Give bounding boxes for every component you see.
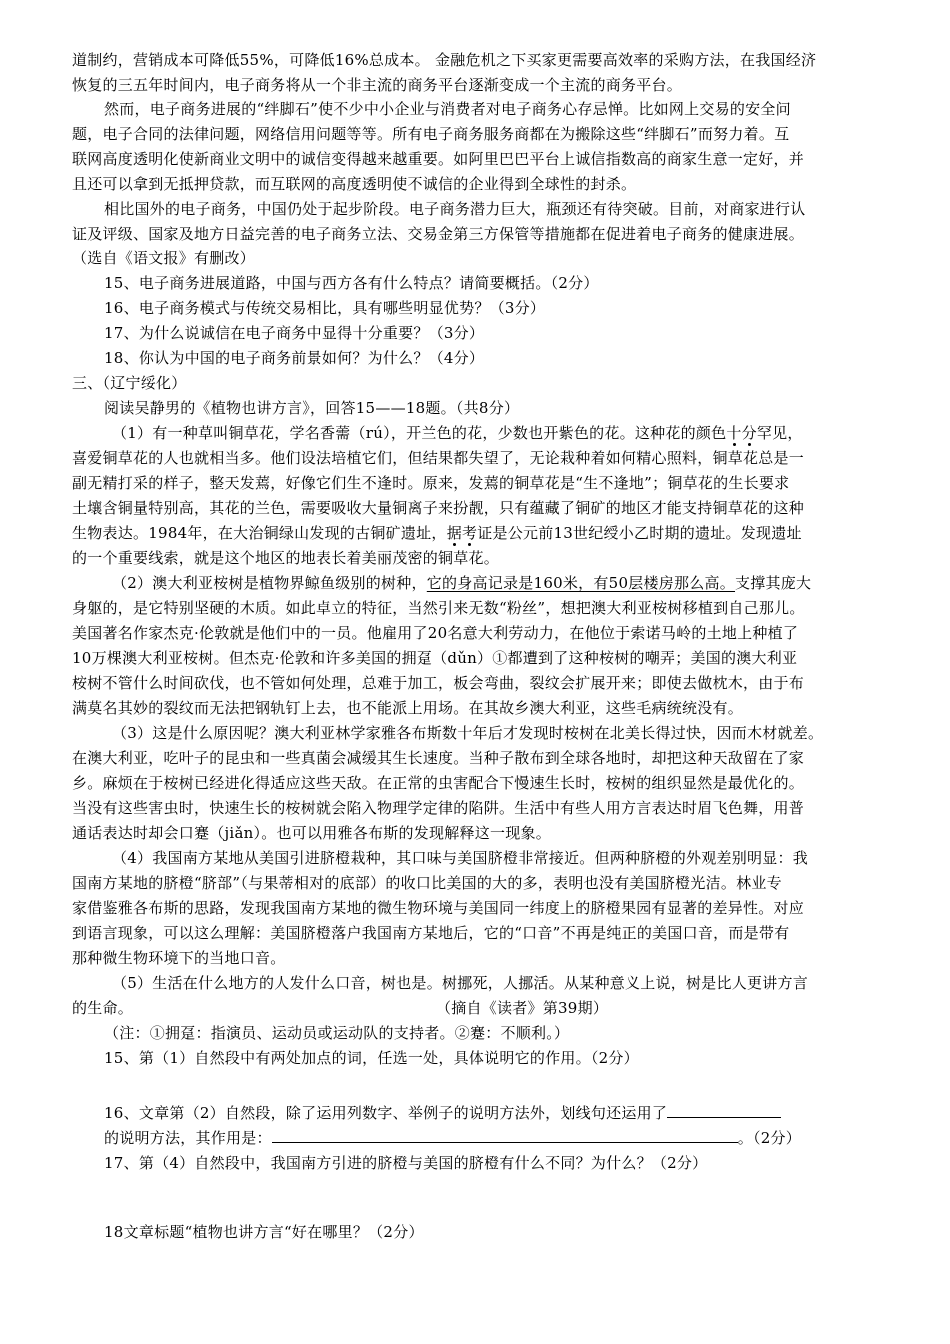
paragraph-line: 道制约，营销成本可降低55%，可降低16%总成本。 金融危机之下买家更需要高效率的采购方法，在我国经济	[72, 51, 817, 69]
paragraph-line: 土壤含铜量特别高，其花的兰色，需要吸收大量铜离子来扮靓，只有蕴藏了铜矿的地区才能支持铜草花的这种	[72, 499, 805, 517]
paragraph-line: 国南方某地的脐橙“脐部”（与果蒂相对的底部）的收口比美国的大的多，表明也没有美国脐橙光洁。林业专	[72, 874, 782, 892]
footnote: （注：①拥趸：指演员、运动员或运动队的支持者。②蹇：不顺利。）	[104, 1024, 570, 1042]
dotted-word: 十	[726, 424, 742, 442]
paragraph-line: 那种微生物环境下的当地口音。	[72, 949, 286, 967]
paragraph-line: 到语言现象，可以这么理解：美国脐橙落户我国南方某地后，它的“口音”不再是纯正的美国口音，而是带有	[72, 924, 790, 942]
answer-blank[interactable]	[667, 1101, 781, 1118]
paragraph-line: 联网高度透明化使新商业文明中的诚信变得越来越重要。如阿里巴巴平台上诚信指数高的商家生意一定好，并	[72, 150, 805, 168]
paragraph-line: 的一个重要线索，就是这个地区的地表长着美丽茂密的铜草花。	[72, 549, 500, 567]
paragraph-line	[72, 521, 892, 545]
question-text: 。（2分）	[737, 1129, 802, 1147]
question-text: 16、文章第（2）自然段，除了运用列数字、举例子的说明方法外，划线句还运用了	[104, 1104, 668, 1122]
underlined-sentence: 它的身高记录是160米，有50层楼房那么高。	[426, 574, 736, 592]
paragraph-line: 然而，电子商务进展的“绊脚石”使不少中小企业与消费者对电子商务心存忌惮。比如网上交易的安全问	[104, 100, 791, 118]
paragraph-line	[112, 421, 932, 445]
dotted-word: 据	[446, 524, 462, 542]
question-15: 15、第（1）自然段中有两处加点的词，任选一处，具体说明它的作用。（2分）	[104, 1049, 639, 1067]
paragraph-line: 通话表达时却会口蹇（jiǎn）。也可以用雅各布斯的发现解释这一现象。	[72, 824, 552, 842]
paragraph-line: 满莫名其妙的裂纹而无法把钢轨钉上去，也不能派上用场。在其故乡澳大利亚，这些毛病统统没有。	[72, 699, 744, 717]
question-16: 16、电子商务模式与传统交易相比，具有哪些明显优势？（3分）	[104, 299, 546, 317]
question-text: 的说明方法，其作用是：	[104, 1129, 272, 1147]
paragraph-line: 10万棵澳大利亚桉树。但杰克·伦敦和许多美国的拥趸（dǔn）①都遭到了这种桉树的嘲弄；美国的澳大利亚	[72, 649, 798, 667]
answer-blank[interactable]	[272, 1126, 738, 1143]
question-18: 18文章标题“植物也讲方言“好在哪里？（2分）	[104, 1223, 424, 1241]
question-16-continued	[104, 1126, 924, 1150]
paragraph-line: 在澳大利亚，吃叶子的昆虫和一些真菌会减缓其生长速度。当种子散布到全球各地时，却把这种天敌留在了家	[72, 749, 805, 767]
paragraph-line: 乡。麻烦在于桉树已经进化得适应这些天敌。在正常的虫害配合下慢速生长时，桉树的组织显然是最优化的。	[72, 774, 805, 792]
paragraph-line: 美国著名作家杰克·伦敦就是他们中的一员。他雇用了20名意大利劳动力，在他位于索诺马岭的土地上种植了	[72, 624, 799, 642]
paragraph-line: 恢复的三五年时间内，电子商务将从一个非主流的商务平台逐渐变成一个主流的商务平台。	[72, 76, 683, 94]
paragraph-line: 副无精打采的样子，整天发蔫，好像它们生不逢时。原来，发蔫的铜草花是“生不逢地”；铜草花的生长要求	[72, 474, 790, 492]
paragraph-line: 证及评级、国家及地方日益完善的电子商务立法、交易金第三方保管等措施都在促进着电子商务的健康进展。	[72, 225, 805, 243]
paragraph-line: 相比国外的电子商务，中国仍处于起步阶段。电子商务潜力巨大，瓶颈还有待突破。目前，对商家进行认	[104, 200, 806, 218]
dotted-word: 考	[461, 524, 478, 542]
paragraph-line: 身躯的，是它特别坚硬的木质。如此卓立的特征，当然引来无数“粉丝”，想把澳大利亚桉树移植到自己那儿。	[72, 599, 805, 617]
paragraph-line	[112, 571, 932, 595]
paragraph-line: 且还可以拿到无抵押贷款，而互联网的高度透明使不诚信的企业得到全球性的封杀。	[72, 175, 637, 193]
paragraph-line: 喜爱铜草花的人也就相当多。他们设法培植它们，但结果都失望了，无论栽种着如何精心照料，铜草花总是一	[72, 449, 805, 467]
section-heading: 三、（辽宁绥化）	[72, 374, 187, 392]
text-run: 罕见，	[756, 424, 803, 442]
paragraph-line: 当没有这些害虫时，快速生长的桉树就会陷入物理学定律的陷阱。生活中有些人用方言表达时眉飞色舞，用普	[72, 799, 805, 817]
section-intro: 阅读吴静男的《植物也讲方言》，回答15——18题。（共8分）	[104, 399, 520, 417]
paragraph-line: （5）生活在什么地方的人发什么口音，树也是。树挪死，人挪活。从某种意义上说，树是比人更讲方言	[112, 974, 809, 992]
text-run: （1）有一种草叫铜草花，学名香薷（rú），开兰色的花，少数也开紫色的花。这种花的颜色	[112, 424, 727, 442]
text-run: 证是公元前13世纪绶小乙时期的遗址。发现遗址	[477, 524, 802, 542]
paragraph-line: 家借鉴雅各布斯的思路，发现我国南方某地的微生物环境与美国同一纬度上的脐橙果园有显著的差异性。对应	[72, 899, 805, 917]
question-16	[104, 1101, 924, 1125]
paragraph-line: （4）我国南方某地从美国引进脐橙栽种，其口味与美国脐橙非常接近。但两种脐橙的外观差别明显：我	[112, 849, 809, 867]
paragraph-line	[72, 996, 892, 1020]
question-15: 15、电子商务进展道路，中国与西方各有什么特点？请简要概括。（2分）	[104, 274, 599, 292]
text-run: 支撑其庞大	[735, 574, 812, 592]
paragraph-line: 题，电子合同的法律问题，网络信用问题等等。所有电子商务服务商都在为搬除这些“绊脚石”而努力着。互	[72, 125, 790, 143]
question-18: 18、你认为中国的电子商务前景如何？为什么？（4分）	[104, 349, 485, 367]
dotted-word: 分	[741, 424, 757, 442]
source-note: （选自《语文报》有删改）	[72, 249, 256, 267]
paragraph-line: （3）这是什么原因呢？澳大利亚林学家雅各布斯数十年后才发现时桉树在北美长得过快，因而木材就差。	[112, 724, 824, 742]
question-17: 17、第（4）自然段中，我国南方引进的脐橙与美国的脐橙有什么不同？为什么？（2分）	[104, 1154, 708, 1172]
paragraph-line: 桉树不管什么时间砍伐，也不管如何处理，总难于加工，板会弯曲，裂纹会扩展开来；即使去做枕木，由于布	[72, 674, 805, 692]
question-17: 17、为什么说诚信在电子商务中显得十分重要？（3分）	[104, 324, 485, 342]
text-run: 的生命。	[72, 999, 134, 1017]
text-run: （2）澳大利亚桉树是植物界鲸鱼级别的树种，	[112, 574, 427, 592]
source-note: （摘自《读者》第39期）	[436, 999, 609, 1017]
text-run: 生物表达。1984年，在大治铜绿山发现的古铜矿遗址，	[72, 524, 447, 542]
